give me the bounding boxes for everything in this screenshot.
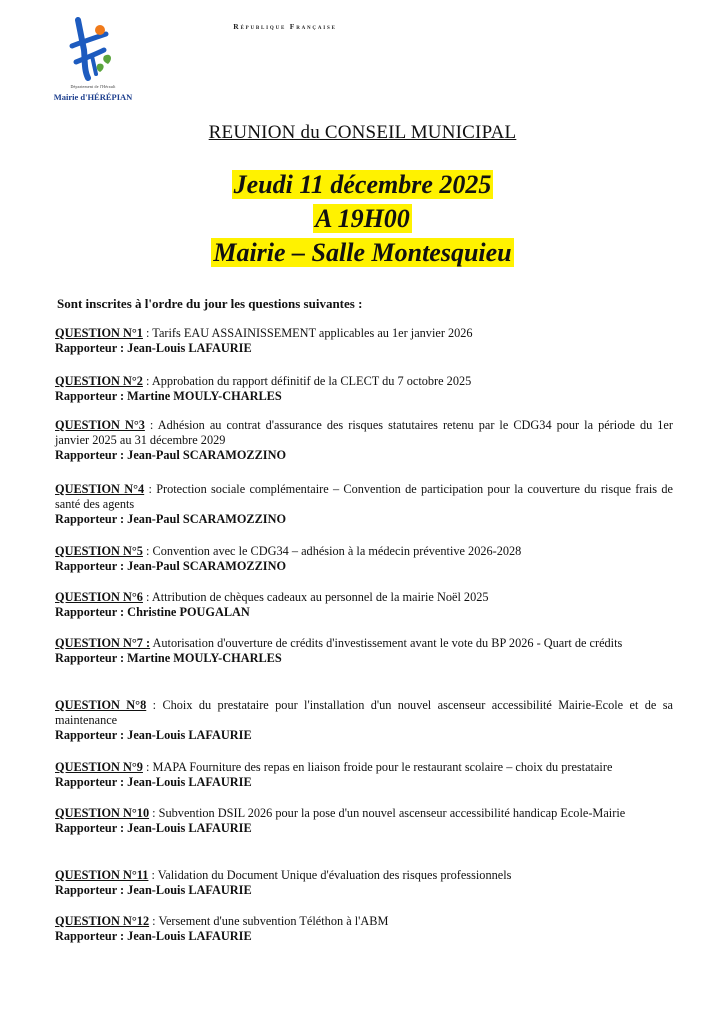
agenda-item: QUESTION N°8 : Choix du prestataire pour l'installation d'un nouvel ascenseur accessibilité Mairie-Ecole et de sa maintenance Rapporteur : Jean-Louis LAFAURIE: [55, 698, 673, 742]
question-text: MAPA Fourniture des repas en liaison froide pour le restaurant scolaire – choix du prestataire: [152, 760, 613, 774]
meeting-place-line: [0, 238, 725, 268]
rapporteur: Rapporteur : Christine POUGALAN: [55, 605, 250, 619]
rapporteur: Rapporteur : Jean-Paul SCARAMOZZINO: [55, 512, 287, 526]
rapporteur: Rapporteur : Martine MOULY-CHARLES: [55, 651, 282, 665]
question-text: Adhésion au contrat d'assurance des risques statutaires retenu par le CDG34 pour la période du 1er janvier 2025 au 31 décembre 2029: [55, 418, 673, 447]
question-label: QUESTION N°10: [55, 806, 150, 820]
question-label: QUESTION N°2: [55, 374, 143, 388]
question-text: Approbation du rapport définitif de la CLECT du 7 octobre 2025: [151, 374, 472, 388]
rapporteur: Rapporteur : Martine MOULY-CHARLES: [55, 389, 282, 403]
question-text: Protection sociale complémentaire – Convention de participation pour la couverture du risque frais de santé des agents: [55, 482, 673, 511]
rapporteur: Rapporteur : Jean-Paul SCARAMOZZINO: [55, 448, 287, 462]
rapporteur: Rapporteur : Jean-Louis LAFAURIE: [55, 728, 252, 742]
agenda-item: QUESTION N°2 : Approbation du rapport définitif de la CLECT du 7 octobre 2025 Rapporteur : Martine MOULY-CHARLES: [55, 374, 673, 404]
agenda-item: QUESTION N°10 : Subvention DSIL 2026 pour la pose d'un nouvel ascenseur accessibilité handicap Ecole-Mairie Rapporteur : Jean-Louis LAFAURIE: [55, 806, 673, 836]
agenda-item: QUESTION N°5 : Convention avec le CDG34 – adhésion à la médecin préventive 2026-2028 Rapporteur : Jean-Paul SCARAMOZZINO: [55, 544, 673, 574]
agenda-intro: Sont inscrites à l'ordre du jour les questions suivantes :: [57, 296, 363, 311]
question-text: Subvention DSIL 2026 pour la pose d'un nouvel ascenseur accessibilité handicap Ecole-Mairie: [158, 806, 626, 820]
question-text: Convention avec le CDG34 – adhésion à la médecin préventive 2026-2028: [152, 544, 522, 558]
question-label: QUESTION N°4: [55, 482, 145, 496]
republique-header: République Française: [233, 22, 337, 31]
meeting-place: Mairie – Salle Montesquieu: [213, 238, 512, 267]
rapporteur: Rapporteur : Jean-Louis LAFAURIE: [55, 775, 252, 789]
meeting-date: Jeudi 11 décembre 2025: [233, 170, 492, 199]
agenda-item: QUESTION N°4 : Protection sociale complémentaire – Convention de participation pour la couverture du risque frais de santé des agents Rapporteur : Jean-Paul SCARAMOZZINO: [55, 482, 673, 526]
question-text: Choix du prestataire pour l'installation d'un nouvel ascenseur accessibilité Mairie-Ecole et de sa maintenance: [55, 698, 673, 727]
meeting-time: A 19H00: [315, 204, 410, 233]
question-label: QUESTION N°3: [55, 418, 145, 432]
question-text: Autorisation d'ouverture de crédits d'investissement avant le vote du BP 2026 - Quart de crédits: [152, 636, 623, 650]
rapporteur: Rapporteur : Jean-Paul SCARAMOZZINO: [55, 559, 287, 573]
mairie-name: Mairie d'HÉRÉPIAN: [53, 92, 133, 102]
department-label: Département de l'Hérault: [70, 84, 116, 89]
meeting-time-line: [0, 204, 725, 234]
question-label: QUESTION N°6: [55, 590, 143, 604]
rapporteur: Rapporteur : Jean-Louis LAFAURIE: [55, 929, 252, 943]
rapporteur: Rapporteur : Jean-Louis LAFAURIE: [55, 821, 252, 835]
question-label: QUESTION N°5: [55, 544, 143, 558]
agenda-item: QUESTION N°12 : Versement d'une subvention Téléthon à l'ABM Rapporteur : Jean-Louis LAFAURIE: [55, 914, 673, 944]
rapporteur: Rapporteur : Jean-Louis LAFAURIE: [55, 341, 252, 355]
rapporteur: Rapporteur : Jean-Louis LAFAURIE: [55, 883, 252, 897]
question-label: QUESTION N°7 :: [55, 636, 151, 650]
herepian-logo-icon: [66, 16, 126, 82]
agenda-item: QUESTION N°3 : Adhésion au contrat d'assurance des risques statutaires retenu par le CDG34 pour la période du 1er janvier 2025 au 31 décembre 2029 Rapporteur : Jean-Paul SCARAMOZZINO: [55, 418, 673, 462]
agenda-item: QUESTION N°9 : MAPA Fourniture des repas en liaison froide pour le restaurant scolaire – choix du prestataire Rapporteur : Jean-Louis LAFAURIE: [55, 760, 673, 790]
question-text: Versement d'une subvention Téléthon à l'ABM: [158, 914, 389, 928]
page-title: REUNION du CONSEIL MUNICIPAL: [208, 122, 517, 143]
question-label: QUESTION N°8: [55, 698, 147, 712]
question-label: QUESTION N°12: [55, 914, 150, 928]
meeting-date-line: [0, 170, 725, 200]
question-label: QUESTION N°11: [55, 868, 149, 882]
agenda-item: [55, 636, 673, 666]
question-label: QUESTION N°9: [55, 760, 143, 774]
agenda-item: QUESTION N°6 : Attribution de chèques cadeaux au personnel de la mairie Noël 2025 Rapporteur : Christine POUGALAN: [55, 590, 673, 620]
question-label: QUESTION N°1: [55, 326, 143, 340]
question-text: Tarifs EAU ASSAINISSEMENT applicables au 1er janvier 2026: [152, 326, 473, 340]
agenda-item: QUESTION N°1 : Tarifs EAU ASSAINISSEMENT applicables au 1er janvier 2026 Rapporteur : Jean-Louis LAFAURIE: [55, 326, 673, 356]
question-text: Attribution de chèques cadeaux au personnel de la mairie Noël 2025: [151, 590, 489, 604]
agenda-item: QUESTION N°11 : Validation du Document Unique d'évaluation des risques professionnels Rapporteur : Jean-Louis LAFAURIE: [55, 868, 673, 898]
question-text: Validation du Document Unique d'évaluation des risques professionnels: [157, 868, 512, 882]
